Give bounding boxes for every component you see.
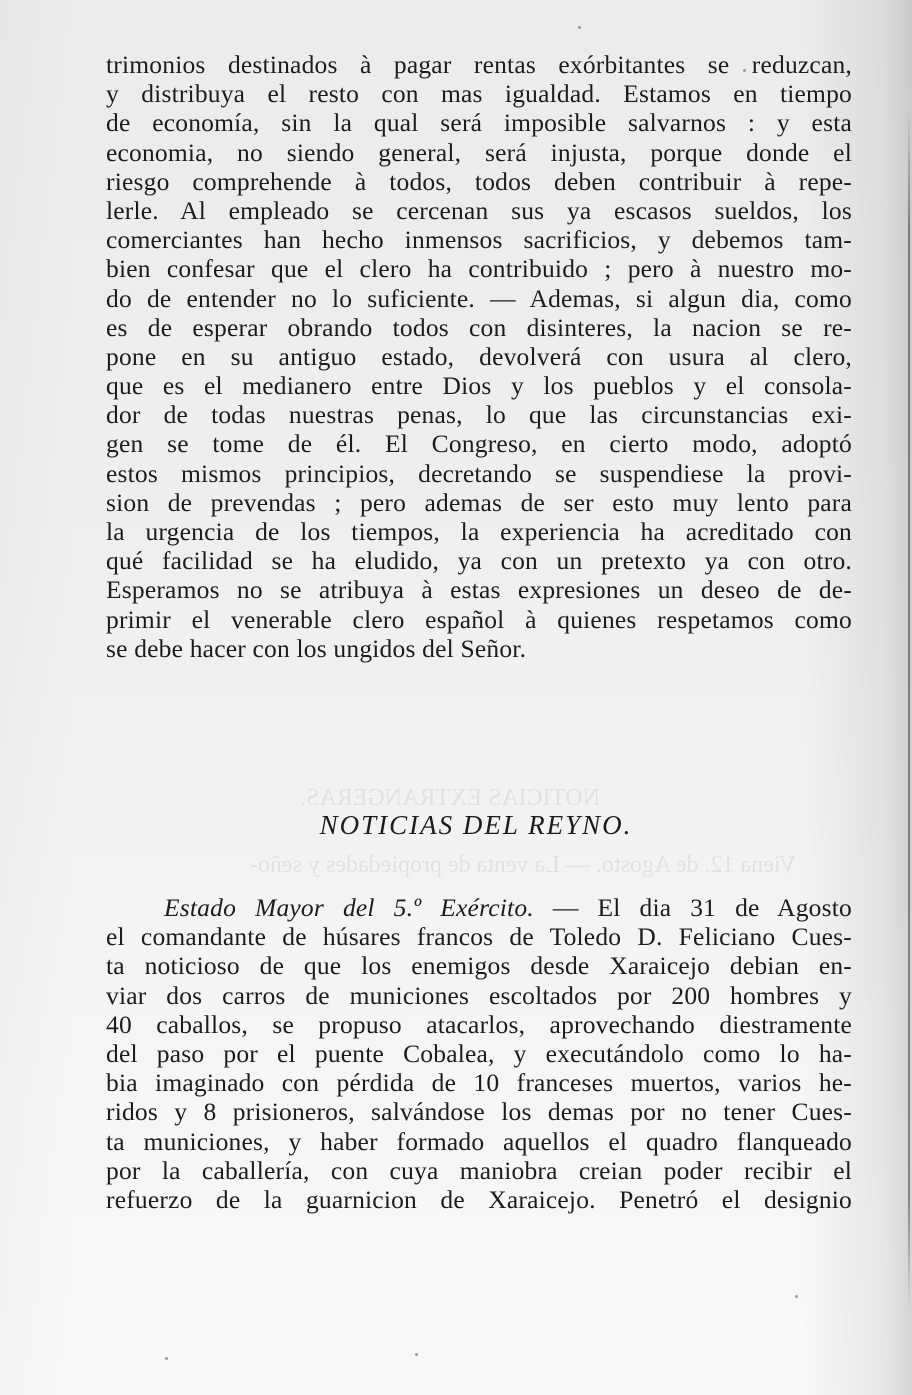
text-line: de economía, sin la qual será imposible salvarnos : y esta (106, 108, 852, 138)
text-line: bien confesar que el clero ha contribuido ; pero à nuestro mo- (106, 254, 852, 284)
text-line: ta noticioso de que los enemigos desde Xaraicejo debian en- (106, 951, 852, 981)
page-edge-shadow (908, 110, 910, 1310)
lead-italic-title: Estado Mayor del 5.º Exército. (164, 893, 534, 922)
text-line: ridos y 8 prisioneros, salvándose los demas por no tener Cues- (106, 1097, 852, 1127)
paper-speck (165, 1357, 168, 1360)
paper-speck (578, 26, 581, 29)
text-line: 40 caballos, se propuso atacarlos, aprovechando diestramente (106, 1009, 852, 1039)
text-line: comerciantes han hecho inmensos sacrificios, y debemos tam- (106, 225, 852, 255)
text-line: do de entender no lo suficiente. — Ademas, si algun dia, como (106, 283, 852, 313)
text-line: qué facilidad se ha eludido, ya con un pretexto ya con otro. (106, 546, 852, 576)
text-line: se debe hacer con los ungidos del Señor. (106, 633, 527, 663)
text-line: es de esperar obrando todos con disinteres, la nacion se re- (106, 312, 852, 342)
text-line: refuerzo de la guarnicion de Xaraicejo. Penetró el designio (106, 1184, 852, 1214)
article-body-army-report (106, 893, 852, 1214)
text-line: Esperamos no se atribuya à estas expresiones un deseo de de- (106, 575, 852, 605)
text-line: pone en su antiguo estado, devolverá con usura al clero, (106, 341, 852, 371)
text-line: dor de todas nuestras penas, lo que las circunstancias exi- (106, 400, 852, 430)
show-through-line: Viena 12. de Agosto. — La venta de propiedades y seño- (250, 852, 797, 878)
text-line: gen se tome de él. El Congreso, en cierto modo, adoptó (106, 429, 852, 459)
paper-speck (795, 1295, 798, 1298)
text-line: viar dos carros de municiones escoltados por 200 hombres y (106, 980, 852, 1010)
text-line: por la caballería, con cuya maniobra creian poder recibir el (106, 1155, 852, 1185)
article-body-clergy (106, 50, 852, 663)
text-line: sion de prevendas ; pero ademas de ser esto muy lento para (106, 487, 852, 517)
text-line: trimonios destinados à pagar rentas exórbitantes se reduzcan, (106, 50, 852, 79)
text-line: el comandante de húsares francos de Toledo D. Feliciano Cues- (106, 922, 852, 952)
text-line: riesgo comprehende à todos, todos deben contribuir à repe- (106, 166, 852, 196)
text-line: del paso por el puente Cobalea, y executándolo como lo ha- (106, 1038, 852, 1068)
section-heading (0, 810, 912, 841)
text-line: ta municiones, y haber formado aquellos el quadro flanqueado (106, 1126, 852, 1156)
paper-speck (415, 1353, 418, 1356)
text-line: que es el medianero entre Dios y los pueblos y el consola- (106, 371, 852, 401)
section-heading-text: NOTICIAS DEL REYNO. (319, 810, 633, 840)
text-line: economia, no siendo general, será injusta, porque donde el (106, 137, 852, 167)
text-line: lerle. Al empleado se cercenan sus ya escasos sueldos, los (106, 195, 852, 225)
text-line: la urgencia de los tiempos, la experiencia ha acreditado con (106, 517, 852, 546)
show-through-heading: NOTICIAS EXTRANGERAS. (300, 785, 600, 811)
text-line: bia imaginado con pérdida de 10 franceses muertos, varios he- (106, 1068, 852, 1098)
text-line: y distribuya el resto con mas igualdad. Estamos en tiempo (106, 79, 852, 109)
text-line: primir el venerable clero español à quienes respetamos como (106, 604, 852, 634)
lead-text: — El dia 31 de Agosto (533, 893, 852, 922)
lead-line (106, 893, 852, 922)
text-line: estos mismos principios, decretando se suspendiese la provi- (106, 458, 852, 488)
